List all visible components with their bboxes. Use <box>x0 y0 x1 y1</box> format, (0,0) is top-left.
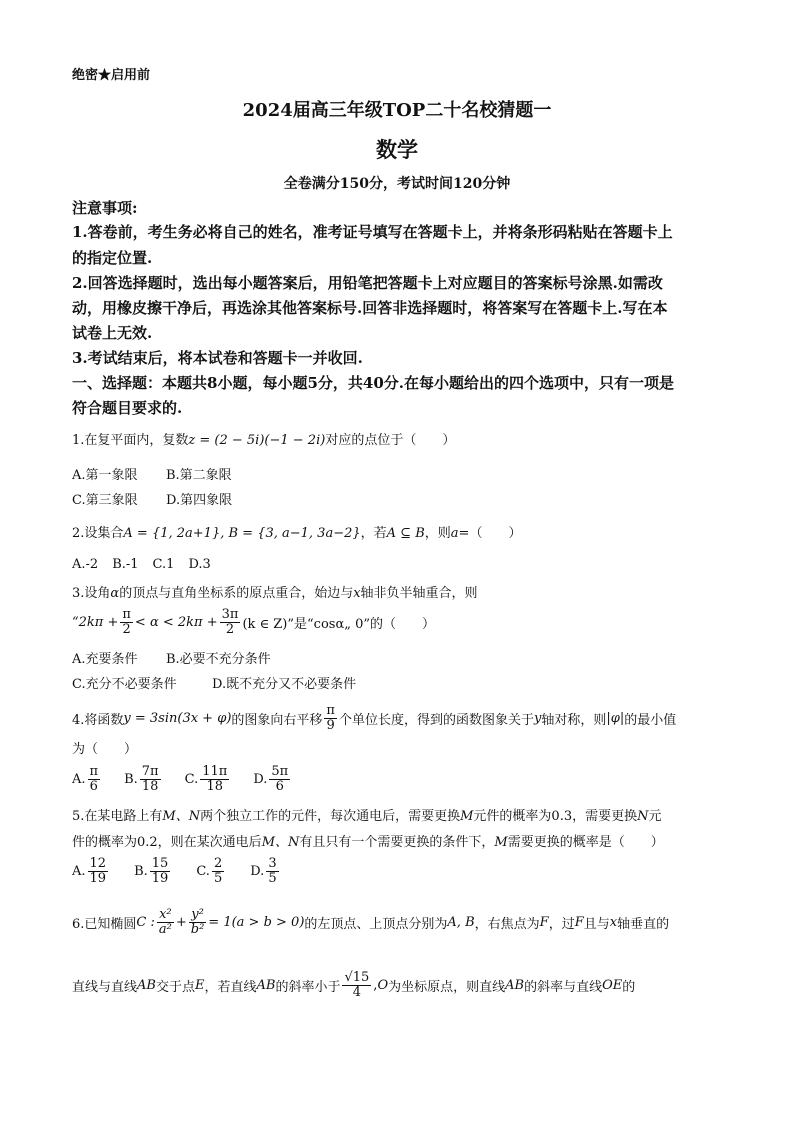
q5-mn-2: M、N <box>261 835 300 850</box>
q4-b-den: 18 <box>141 778 159 794</box>
question-3-stem-1 <box>72 582 478 601</box>
q6-text-j: 的斜率小于 <box>275 979 341 995</box>
q6-text-c: ，右焦点为 <box>474 916 540 932</box>
q2-expression: A = {1, 2a+1}, B = {3, a−1, 3a−2} <box>123 526 361 541</box>
q6-slope-den: 4 <box>352 984 362 1000</box>
q3-frac-1-den: 2 <box>122 621 131 637</box>
q3-frac-2 <box>220 608 241 636</box>
q6-b2: b² <box>190 921 205 937</box>
question-6-stem-2 <box>72 964 635 1006</box>
q6-line-ab-2: AB <box>256 977 276 993</box>
q3-option-d: D.既不充分又不必要条件 <box>212 677 357 692</box>
q3-option-a: A.充要条件 <box>72 652 138 667</box>
q4-text-b: 的图象向右平移 <box>231 712 323 728</box>
question-1-stem <box>72 429 455 448</box>
q3-text-b: 的顶点与直角坐标系的原点重合，始边与 <box>119 586 354 601</box>
q6-line-ab-1: AB <box>137 977 156 993</box>
question-1-options-row-1 <box>72 464 246 483</box>
q4-text-c: 个单位长度，得到的函数图象关于 <box>338 712 534 728</box>
note-3: 3.考试结束后，将本试卷和答题卡一并收回. <box>72 349 363 367</box>
q4-option-b-fraction <box>140 765 161 793</box>
q1-text-a: 1.在复平面内，复数 <box>72 433 189 448</box>
q6-text-b: 的左顶点、上顶点分别为 <box>304 916 448 932</box>
q3-x: x <box>353 586 361 601</box>
question-4-stem-1 <box>72 700 676 736</box>
q5-a-num: 12 <box>89 855 107 871</box>
q6-text-e: 且与 <box>583 916 610 932</box>
q6-ellipse-name: C : <box>136 914 155 930</box>
q2-text-b: ，若 <box>360 526 387 541</box>
note-2-line-2: 动，用橡皮擦干净后，再选涂其他答案标号.回答非选择题时，将答案写在答题卡上.写在本 <box>72 299 668 317</box>
q6-text-k: 为坐标原点，则直线 <box>388 979 506 995</box>
q6-text-g: 直线与直线 <box>72 979 138 995</box>
question-4-stem-2: 为（ ） <box>72 742 138 757</box>
q5-text-e: 件的概率为0.2，则在某次通电后 <box>72 835 262 850</box>
q6-points-ab: A, B <box>447 914 475 930</box>
q5-b-den: 19 <box>151 870 169 886</box>
q3-frac-1 <box>120 608 133 636</box>
q5-option-b-label: B. <box>134 863 148 879</box>
q1-option-b: B.第二象限 <box>166 468 232 483</box>
question-5-stem-2 <box>72 831 664 850</box>
question-5-options <box>72 852 281 890</box>
q3-frac-2-num: 3π <box>221 606 239 622</box>
q4-option-b <box>124 765 163 793</box>
q5-text-g: 需要更换的概率是（ ） <box>507 835 664 850</box>
q4-a-den: 6 <box>89 778 98 794</box>
q5-b-num: 15 <box>151 855 169 871</box>
q3-frac-1-num: π <box>122 606 131 622</box>
q6-x: x <box>609 914 618 930</box>
q5-m-2: M <box>494 835 508 850</box>
q3-cond-c: (k ∈ Z)”是“cosα„ 0”的（ ） <box>242 616 436 632</box>
q5-text-c: 元件的概率为0.3，需要更换 <box>473 809 638 824</box>
q6-equation-rest: = 1(a > b > 0) <box>208 914 305 930</box>
q6-text-d: ，过 <box>548 916 575 932</box>
q2-option-a: A.-2 <box>72 557 99 572</box>
q4-c-den: 18 <box>206 778 224 794</box>
q5-option-a-fraction <box>88 857 109 885</box>
q5-a-den: 19 <box>89 870 107 886</box>
q4-option-d <box>253 765 292 793</box>
q4-text-d: 轴对称，则 <box>541 712 607 728</box>
q1-text-b: 对应的点位于（ ） <box>325 433 456 448</box>
q6-line-ab-3: AB <box>505 977 525 993</box>
q1-option-c: C.第三象限 <box>72 493 138 508</box>
note-1-line-1: 1.答卷前，考生务必将自己的姓名，准考证号填写在答题卡上，并将条形码粘贴在答题卡上 <box>72 223 673 241</box>
q6-comma: , <box>373 977 378 993</box>
q6-line-oe: OE <box>602 977 623 993</box>
q6-frac-x <box>157 908 174 936</box>
q5-option-d-fraction <box>266 857 278 885</box>
q6-slope-num: √15 <box>344 969 370 985</box>
q3-alpha: α <box>110 586 120 601</box>
q6-point-e: E <box>194 977 205 993</box>
q5-text-a: 5.在某电路上有 <box>72 809 163 824</box>
q5-m-1: M <box>460 809 474 824</box>
q6-text-l: 的斜率与直线 <box>524 979 603 995</box>
q4-option-d-label: D. <box>253 771 268 787</box>
q6-text-i: ，若直线 <box>204 979 257 995</box>
q6-text-a: 6.已知椭圆 <box>72 916 137 932</box>
q4-option-a-fraction <box>88 765 101 793</box>
q4-option-d-fraction <box>269 765 290 793</box>
score-time: 全卷满分150分，考试时间120分钟 <box>283 176 511 192</box>
q4-option-a <box>72 765 102 793</box>
section-1-line-2: 符合题目要求的. <box>72 399 183 417</box>
q5-mn-1: M、N <box>162 809 201 824</box>
q5-d-num: 3 <box>268 855 277 871</box>
q1-expression: z = (2 − 5i)(−1 − 2i) <box>188 433 326 448</box>
q3-text-a: 3.设角 <box>72 586 111 601</box>
note-2-line-1: 2.回答选择题时，选出每小题答案后，用铅笔把答题卡上对应题目的答案标号涂黑.如需改 <box>72 274 663 292</box>
question-6-stem-1 <box>72 902 669 942</box>
q5-option-a <box>72 857 110 885</box>
q4-c-num: 11π <box>202 763 228 779</box>
q4-shift-num: π <box>326 702 335 718</box>
section-1-line-1: 一、选择题：本题共8小题，每小题5分，共40分.在每小题给出的四个选项中，只有一项是 <box>72 374 674 392</box>
q2-text-c: ，则 <box>424 526 451 541</box>
q6-text-m: 的 <box>622 979 636 995</box>
q1-option-d: D.第四象限 <box>166 493 233 508</box>
q3-cond-b: < α < 2kπ + <box>134 614 218 630</box>
q4-shift-den: 9 <box>326 717 335 733</box>
q4-option-a-label: A. <box>72 771 86 787</box>
q6-a2: a² <box>158 921 172 937</box>
q4-text-a: 4.将函数 <box>72 712 124 728</box>
q6-frac-y <box>189 908 207 936</box>
q5-c-num: 2 <box>213 855 223 871</box>
q2-option-c: C.1 <box>152 557 175 572</box>
question-1-options-row-2 <box>72 489 246 508</box>
q6-y2: y² <box>191 906 204 922</box>
q4-y: y <box>533 710 542 726</box>
q5-option-d <box>250 857 280 885</box>
question-2-stem <box>72 522 521 541</box>
q5-text-b: 两个独立工作的元件，每次通电后，需要更换 <box>200 809 461 824</box>
q3-frac-2-den: 2 <box>225 621 235 637</box>
q5-n-1: N <box>637 809 649 824</box>
question-5-stem-1 <box>72 805 662 824</box>
q4-expression: y = 3sin(3x + φ) <box>123 710 232 726</box>
q4-shift-fraction <box>324 704 337 732</box>
q6-plus: + <box>175 914 187 930</box>
question-2-options <box>72 557 225 572</box>
subject-title: 数学 <box>376 137 418 162</box>
q4-a-num: π <box>89 763 99 779</box>
q2-condition: A ⊆ B <box>386 526 425 541</box>
q2-option-b: B.-1 <box>112 557 139 572</box>
q4-text-e: 的最小值 <box>624 712 677 728</box>
q4-b-num: 7π <box>141 763 159 779</box>
q6-origin: O <box>377 977 389 993</box>
note-1-line-2: 的指定位置. <box>72 249 153 267</box>
q6-text-f: 轴垂直的 <box>617 916 670 932</box>
q5-option-c-fraction <box>212 857 224 885</box>
page-title: 2024届高三年级TOP二十名校猜题一 <box>242 100 552 121</box>
q3-option-b: B.必要不充分条件 <box>166 652 271 667</box>
q1-option-a: A.第一象限 <box>72 468 138 483</box>
q6-text-h: 交于点 <box>155 979 195 995</box>
q6-focus-2: F <box>574 914 584 930</box>
q3-option-c: C.充分不必要条件 <box>72 677 177 692</box>
q4-option-c-label: C. <box>184 771 199 787</box>
q6-slope-fraction <box>342 971 371 999</box>
q2-option-d: D.3 <box>188 557 211 572</box>
q4-option-c-fraction <box>200 765 229 793</box>
q5-c-den: 5 <box>213 870 223 886</box>
q5-option-d-label: D. <box>250 863 265 879</box>
q2-text-a: 2.设集合 <box>72 526 124 541</box>
q5-option-c <box>196 857 226 885</box>
q5-d-den: 5 <box>268 870 277 886</box>
q5-option-c-label: C. <box>196 863 210 879</box>
q5-text-f: 有且只有一个需要更换的条件下， <box>299 835 495 850</box>
q2-text-d: =（ ） <box>458 526 522 541</box>
q6-x2: x² <box>159 906 172 922</box>
q6-focus-1: F <box>539 914 549 930</box>
q4-d-den: 6 <box>275 778 284 794</box>
question-4-options <box>72 760 292 798</box>
q4-abs-phi: |φ| <box>606 710 625 726</box>
q4-option-c <box>185 765 232 793</box>
notes-heading: 注意事项: <box>72 199 138 217</box>
question-3-options-row-2 <box>72 673 370 692</box>
q3-text-c: 轴非负半轴重合，则 <box>360 586 478 601</box>
q4-d-num: 5π <box>271 763 289 779</box>
note-2-line-3: 试卷上无效. <box>72 324 153 342</box>
question-3-options-row-1 <box>72 648 285 667</box>
secret-label: 绝密★启用前 <box>72 68 151 83</box>
q2-variable: a <box>450 526 459 541</box>
q5-option-b <box>134 857 172 885</box>
q3-cond-a: “2kπ + <box>72 614 119 630</box>
q5-text-d: 元 <box>648 809 662 824</box>
question-3-stem-2 <box>72 604 435 640</box>
q4-option-b-label: B. <box>124 771 138 787</box>
q5-option-a-label: A. <box>72 863 86 879</box>
q5-option-b-fraction <box>150 857 171 885</box>
